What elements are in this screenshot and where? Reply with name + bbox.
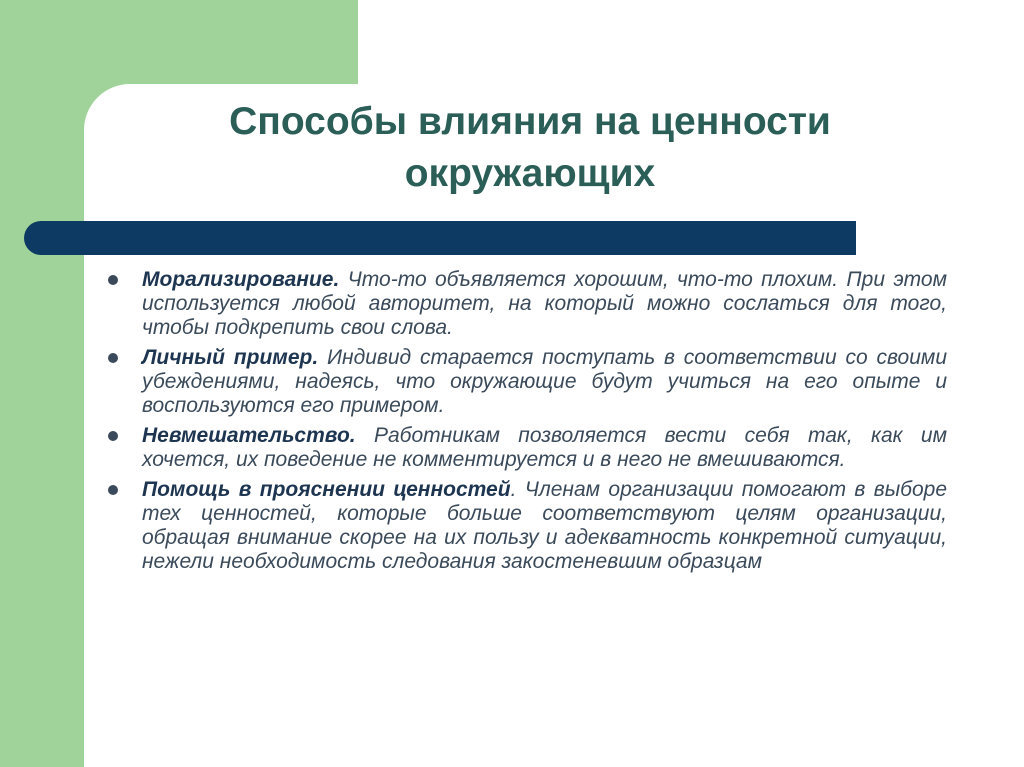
bullet-icon xyxy=(108,275,118,285)
bullet-icon xyxy=(108,353,118,363)
item-term: Морализирование. xyxy=(142,268,340,291)
item-term: Невмешательство. xyxy=(142,424,356,447)
item-term: Личный пример. xyxy=(142,346,319,369)
item-text: . Членам организации помогают в выборе тех ценностей, которые больше соответствуют целям организации, обращая внимание скорее на их пользу и адекватность конкретной ситуации, нежели необходимость следования закостеневшим образцам xyxy=(142,478,948,573)
list-item xyxy=(104,346,947,418)
title-line-1: Способы влияния на ценности xyxy=(229,100,831,143)
item-text: Что-то объявляется хорошим, что-то плохим. При этом используется любой авторитет, на который можно сослаться для того, чтобы подкрепить свои слова. xyxy=(142,268,947,339)
divider-bar xyxy=(24,221,856,255)
item-text: Индивид старается поступать в соответствии со своими убеждениями, надеясь, что окружающие будут учиться на его опыте и воспользуются его примером. xyxy=(142,346,947,417)
list-item xyxy=(104,268,947,340)
item-text: Работникам позволяется вести себя так, как им хочется, их поведение не комментируется и в него не вмешиваются. xyxy=(142,424,947,471)
item-term: Помощь в прояснении ценностей xyxy=(142,478,511,501)
list-item xyxy=(104,478,947,574)
title-line-2: окружающих xyxy=(404,152,656,195)
bullet-icon xyxy=(108,431,118,441)
bullet-icon xyxy=(108,485,118,495)
slide-title xyxy=(110,96,950,200)
list-item xyxy=(104,424,947,472)
bullet-list xyxy=(104,268,947,580)
